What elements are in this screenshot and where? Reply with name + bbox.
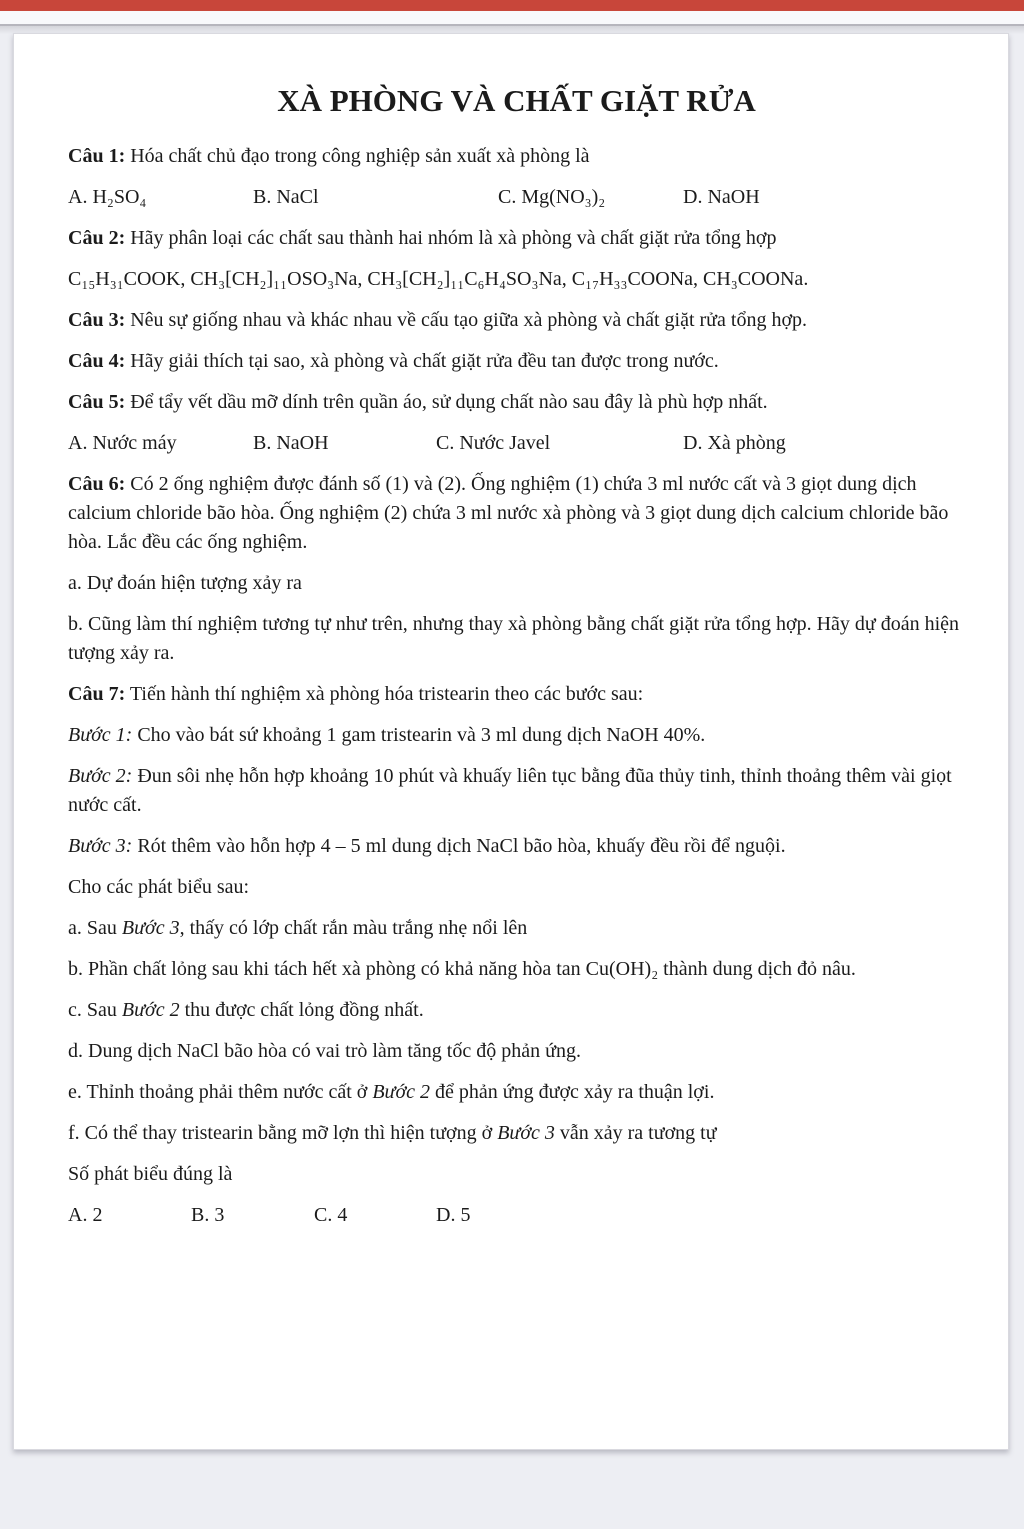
question-7-options-c: C. 4: [314, 1204, 348, 1226]
document-content: [68, 34, 965, 1230]
question-7-options-b: B. 3: [191, 1204, 225, 1226]
question-1-options-a: A. H₂SO₄: [68, 186, 147, 208]
question-7-options-a: A. 2: [68, 1204, 103, 1226]
question-3: Câu 3: Nêu sự giống nhau và khác nhau về cấu tạo giữa xà phòng và chất giặt rửa tổng hợp.: [68, 309, 808, 331]
question-5-options: [68, 429, 965, 458]
question-7: Câu 7: Tiến hành thí nghiệm xà phòng hóa tristearin theo các bước sau:: [68, 683, 644, 705]
question-2-substances: C₁₅H₃₁COOK, CH₃[CH₂]₁₁OSO₃Na, CH₃[CH₂]₁₁C₆H₄SO₃Na, C₁₇H₃₃COONa, CH₃COONa.: [68, 268, 809, 290]
top-status-bar: [0, 0, 1024, 11]
question-5-options-b: B. NaOH: [253, 432, 329, 454]
question-6: Câu 6: Có 2 ống nghiệm được đánh số (1) và (2). Ống nghiệm (1) chứa 3 ml nước cất và 3 giọt dung dịch calcium chloride bão hòa. Ống nghiệm (2) chứa 3 ml nước xà phòng và 3 giọt dung dịch calcium chloride bão hòa. Lắc đều các ống nghiệm.: [68, 473, 949, 553]
question-6-part-a: a. Dự đoán hiện tượng xảy ra: [68, 572, 302, 594]
question-7-step-1: Bước 1: Cho vào bát sứ khoảng 1 gam tristearin và 3 ml dung dịch NaOH 40%.: [68, 724, 706, 746]
question-7-options-d: D. 5: [436, 1204, 471, 1226]
question-7-statement-b: b. Phần chất lỏng sau khi tách hết xà phòng có khả năng hòa tan Cu(OH)₂ thành dung dịch đỏ nâu.: [68, 958, 856, 980]
question-7-statement-a: a. Sau Bước 3, thấy có lớp chất rắn màu trắng nhẹ nổi lên: [68, 917, 528, 939]
question-7-statements-intro: Cho các phát biểu sau:: [68, 876, 250, 898]
question-5: Câu 5: Để tẩy vết dầu mỡ dính trên quần áo, sử dụng chất nào sau đây là phù hợp nhất.: [68, 391, 768, 413]
question-1-options-d: D. NaOH: [683, 186, 760, 208]
question-7-statement-c: c. Sau Bước 2 thu được chất lỏng đồng nhất.: [68, 999, 424, 1021]
question-1-options-b: B. NaCl: [253, 186, 319, 208]
question-6-part-b: b. Cũng làm thí nghiệm tương tự như trên, nhưng thay xà phòng bằng chất giặt rửa tổng hợp. Hãy dự đoán hiện tượng xảy ra.: [68, 613, 960, 664]
question-2: Câu 2: Hãy phân loại các chất sau thành hai nhóm là xà phòng và chất giặt rửa tổng hợp: [68, 227, 777, 249]
question-7-step-2: Bước 2: Đun sôi nhẹ hỗn hợp khoảng 10 phút và khuấy liên tục bằng đũa thủy tinh, thỉnh thoảng thêm vài giọt nước cất.: [68, 765, 952, 816]
question-7-statement-f: f. Có thể thay tristearin bằng mỡ lợn thì hiện tượng ở Bước 3 vẫn xảy ra tương tự: [68, 1122, 717, 1144]
question-7-statement-e: e. Thỉnh thoảng phải thêm nước cất ở Bước 2 để phản ứng được xảy ra thuận lợi.: [68, 1081, 715, 1103]
document-title: XÀ PHÒNG VÀ CHẤT GIẶT RỬA: [277, 83, 756, 118]
question-5-options-a: A. Nước máy: [68, 432, 177, 454]
question-7-step-3: Bước 3: Rót thêm vào hỗn hợp 4 – 5 ml dung dịch NaCl bão hòa, khuấy đều rồi để nguội.: [68, 835, 786, 857]
question-4: Câu 4: Hãy giải thích tại sao, xà phòng và chất giặt rửa đều tan được trong nước.: [68, 350, 719, 372]
question-1: Câu 1: Hóa chất chủ đạo trong công nghiệp sản xuất xà phòng là: [68, 145, 590, 167]
browser-strip: [0, 11, 1024, 24]
question-1-options-c: C. Mg(NO₃)₂: [498, 186, 606, 208]
question-5-options-c: C. Nước Javel: [436, 432, 551, 454]
question-7-count-prompt: Số phát biểu đúng là: [68, 1163, 233, 1185]
question-7-statement-d: d. Dung dịch NaCl bão hòa có vai trò làm tăng tốc độ phản ứng.: [68, 1040, 581, 1062]
question-5-options-d: D. Xà phòng: [683, 432, 786, 454]
document-page: [13, 33, 1009, 1450]
question-7-options: [68, 1201, 965, 1230]
question-1-options: [68, 183, 965, 212]
